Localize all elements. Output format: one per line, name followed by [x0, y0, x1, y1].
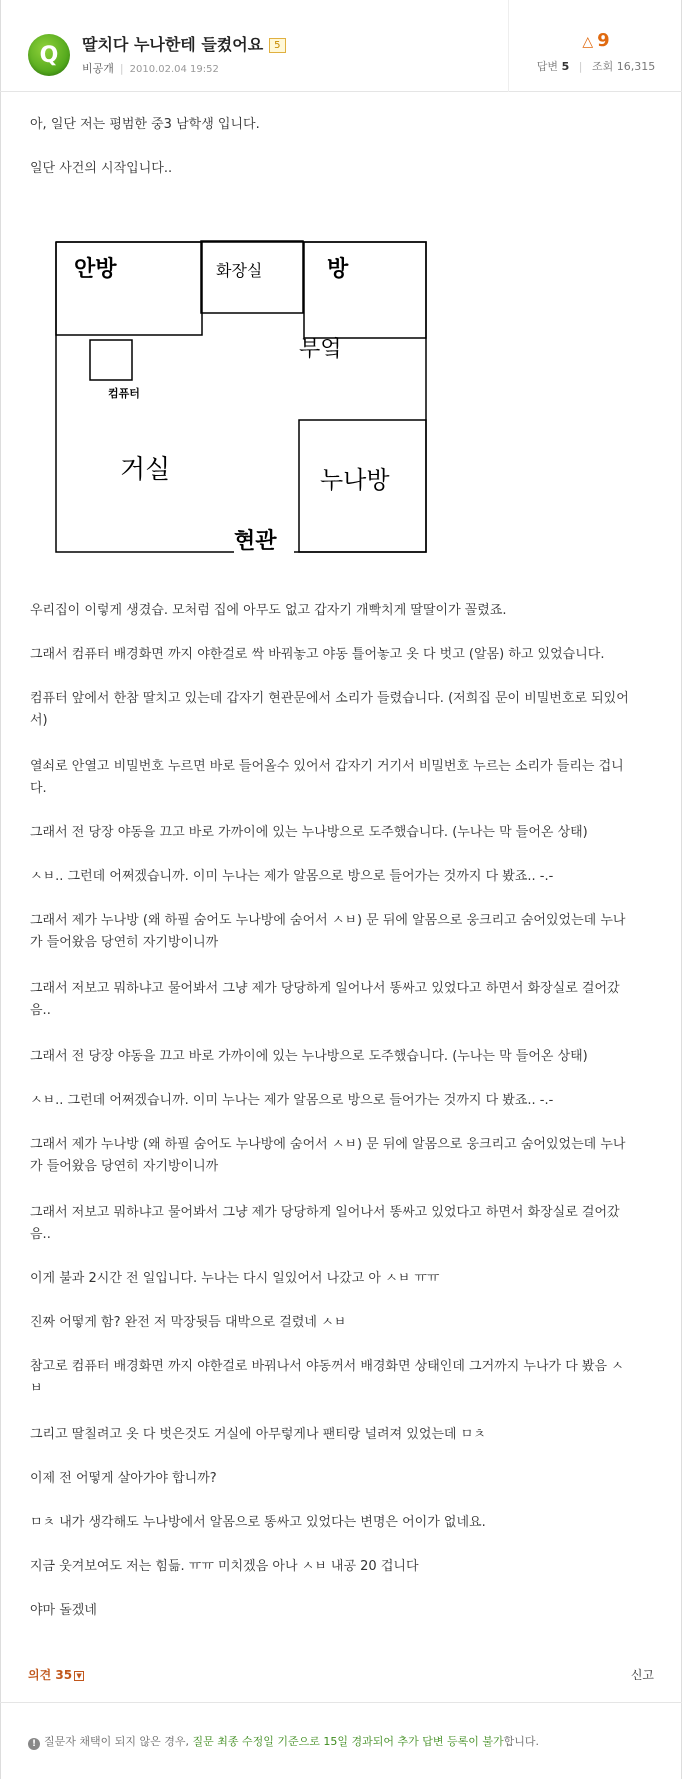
info-icon: !: [28, 1738, 40, 1750]
body-paragraph: 가 들어왔음 당연히 자기방이니까: [30, 1159, 219, 1174]
bathroom-label: 화장실: [216, 261, 263, 280]
level-badge: 5: [269, 38, 285, 53]
thumbs-up-icon: △: [582, 34, 594, 50]
body-paragraph: 야마 돌겠네: [30, 1603, 97, 1618]
body-paragraph: 그래서 제가 누나방 (왜 하필 숨어도 누나방에 숨어서 ㅅㅂ) 문 뒤에 알몸으로 웅크리고 숨어있었는데 누나: [30, 913, 626, 928]
body-paragraph: 이제 전 어떻게 살아가야 합니까?: [30, 1471, 217, 1486]
question-stats: [509, 58, 682, 74]
body-paragraph: 지금 웃겨보여도 저는 힘듦. ㅠㅠ 미치겠음 아나 ㅅㅂ 내공 20 겁니다: [30, 1559, 419, 1574]
body-paragraph: 서): [30, 713, 48, 728]
divider: |: [119, 62, 124, 75]
master-room-box: [56, 242, 202, 335]
question-header: [0, 0, 682, 92]
opinion-label: 의견: [28, 1668, 52, 1682]
body-paragraph: 열쇠로 안열고 비밀번호 누르면 바로 들어올수 있어서 갑자기 거기서 비밀번호 누르는 소리가 들리는 겁니: [30, 759, 624, 774]
living-room-label: 거실: [120, 455, 171, 485]
floor-plan-diagram: [54, 240, 428, 554]
sister-room-label: 누나방: [320, 466, 390, 494]
body-paragraph: 가 들어왔음 당연히 자기방이니까: [30, 935, 219, 950]
notice-prefix: 질문자 채택이 되지 않은 경우,: [44, 1735, 189, 1748]
room-box: [304, 242, 426, 338]
body-paragraph: 그래서 제가 누나방 (왜 하필 숨어도 누나방에 숨어서 ㅅㅂ) 문 뒤에 알몸으로 웅크리고 숨어있었는데 누나: [30, 1137, 626, 1152]
body-paragraph: 그래서 저보고 뭐하냐고 물어봐서 그냥 제가 당당하게 일어나서 똥싸고 있었다고 하면서 화장실로 걸어갔: [30, 981, 620, 996]
body-paragraph: 일단 사건의 시작입니다..: [30, 161, 173, 176]
footer-divider: [0, 1702, 682, 1703]
body-paragraph: 그래서 저보고 뭐하냐고 물어봐서 그냥 제가 당당하게 일어나서 똥싸고 있었다고 하면서 화장실로 걸어갔: [30, 1205, 620, 1220]
body-paragraph: ㅅㅂ.. 그런데 어쩌겠습니까. 이미 누나는 제가 알몸으로 방으로 들어가는 것까지 다 봤죠.. -.-: [30, 869, 554, 884]
body-paragraph: 진짜 어떻게 함? 완전 저 막장뒷듬 대박으로 걸렸네 ㅅㅂ: [30, 1315, 347, 1330]
outer-wall: [56, 242, 234, 552]
recommend-button[interactable]: [509, 30, 682, 51]
answer-label: 답변: [536, 60, 559, 73]
body-paragraph: 우리집이 이렇게 생겼습. 모처럼 집에 아무도 없고 갑자기 개빡치게 딸딸이가 꼴렸죠.: [30, 603, 507, 618]
post-date: 2010.02.04 19:52: [129, 64, 219, 75]
question-badge-icon: Q: [28, 34, 70, 76]
computer-label: 컴퓨터: [108, 387, 140, 400]
question-title-text: 딸치다 누나한테 들켰어요: [82, 35, 264, 54]
computer-box: [90, 340, 132, 380]
body-paragraph: 아, 일단 저는 평범한 중3 남학생 입니다.: [30, 117, 260, 132]
notice-message: [28, 1733, 539, 1750]
opinion-count: 35: [55, 1668, 73, 1682]
room-label: 방: [327, 257, 349, 282]
question-title: [82, 32, 286, 55]
opinion-link[interactable]: [28, 1666, 84, 1683]
body-paragraph: 그래서 전 당장 야동을 끄고 바로 가까이에 있는 누나방으로 도주했습니다. (누나는 막 들어온 상태): [30, 825, 588, 840]
master-room-label: 안방: [74, 257, 117, 282]
body-paragraph: ㅂ: [30, 1381, 43, 1396]
body-paragraph: ㅅㅂ.. 그런데 어쩌겠습니까. 이미 누나는 제가 알몸으로 방으로 들어가는 것까지 다 봤죠.. -.-: [30, 1093, 554, 1108]
author-name: 비공개: [82, 62, 114, 75]
kitchen-label: 부엌: [299, 337, 342, 362]
body-paragraph: 참고로 컴퓨터 배경화면 까지 야한걸로 바꿔나서 야동꺼서 배경화면 상태인데 그거까지 누나가 다 봤음 ㅅ: [30, 1359, 624, 1374]
view-label: 조회: [591, 60, 614, 73]
author-line: [82, 60, 219, 76]
entrance-label: 현관: [234, 529, 277, 554]
view-count: 16,315: [616, 60, 656, 73]
body-paragraph: ㅁㅊ 내가 생각해도 누나방에서 알몸으로 똥싸고 있었다는 변명은 어이가 없네요.: [30, 1515, 486, 1530]
recommend-count: 9: [597, 30, 610, 51]
chevron-down-icon: ▼: [74, 1671, 84, 1681]
divider: |: [578, 60, 583, 73]
notice-suffix: 합니다.: [503, 1735, 539, 1748]
body-paragraph: 컴퓨터 앞에서 한참 딸치고 있는데 갑자기 현관문에서 소리가 들렸습니다. (저희집 문이 비밀번호로 되있어: [30, 691, 629, 706]
body-paragraph: 음..: [30, 1227, 51, 1242]
body-paragraph: 그리고 딸칠려고 옷 다 벗은것도 거실에 아무렇게나 팬티랑 널려져 있었는데 ㅁㅊ: [30, 1427, 486, 1442]
notice-highlight: 질문 최종 수정일 기준으로 15일 경과되어 추가 답변 등록이 불가: [192, 1735, 504, 1748]
body-paragraph: 음..: [30, 1003, 51, 1018]
body-paragraph: 그래서 전 당장 야동을 끄고 바로 가까이에 있는 누나방으로 도주했습니다. (누나는 막 들어온 상태): [30, 1049, 588, 1064]
body-paragraph: 다.: [30, 781, 47, 796]
answer-count: 5: [561, 60, 570, 73]
body-paragraph: 이게 불과 2시간 전 일입니다. 누나는 다시 일있어서 나갔고 아 ㅅㅂ ㅠㅠ: [30, 1271, 440, 1286]
report-button[interactable]: 신고: [630, 1668, 654, 1682]
vote-area: [508, 0, 682, 92]
body-paragraph: 그래서 컴퓨터 배경화면 까지 야한걸로 싹 바꿔놓고 야동 틀어놓고 옷 다 벗고 (알몸) 하고 있었습니다.: [30, 647, 605, 662]
